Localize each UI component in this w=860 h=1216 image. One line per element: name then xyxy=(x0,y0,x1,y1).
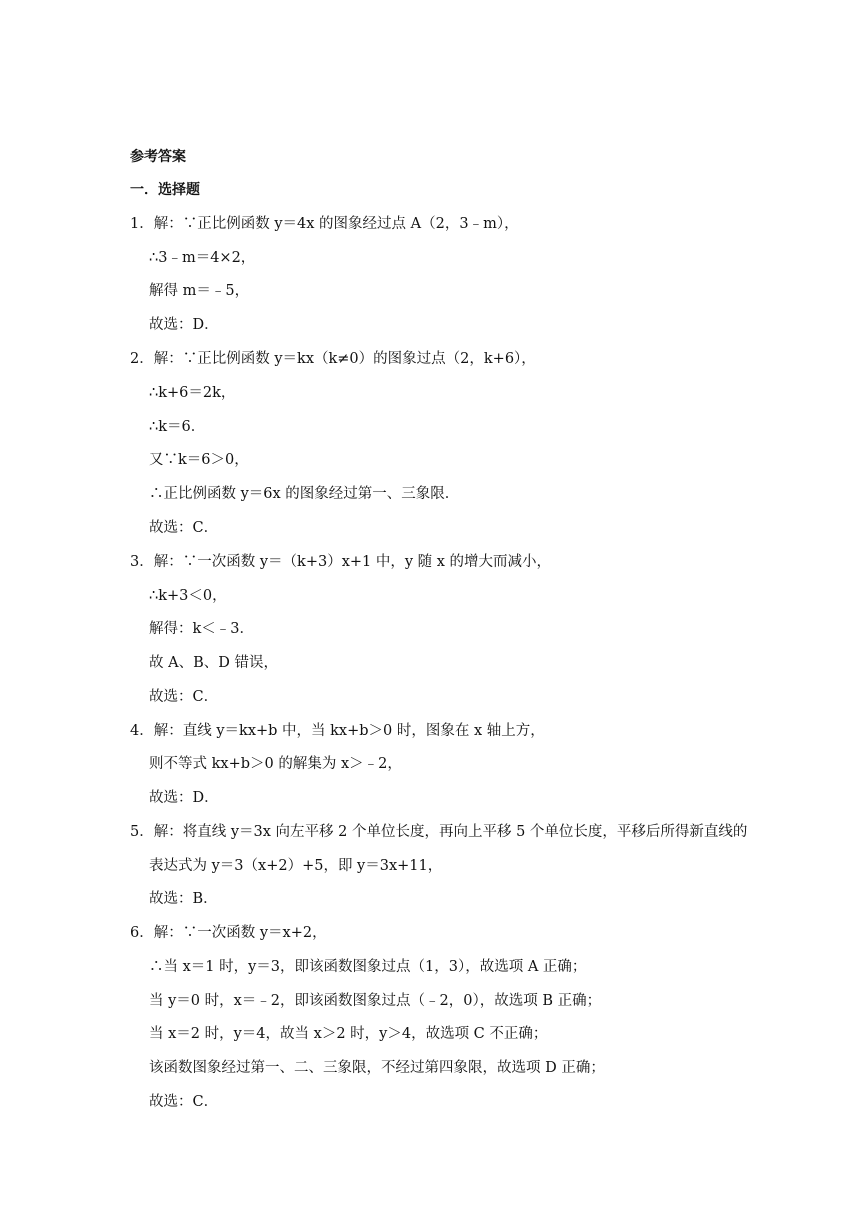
answer-text: 解：∵正比例函数 y＝kx（k≠0）的图象过点（2，k+6）， xyxy=(153,351,536,367)
answer-number: 1． xyxy=(130,216,154,232)
answer-line: 表达式为 y＝3（x+2）+5，即 y＝3x+11， xyxy=(149,858,443,874)
answer-line: 解得：k＜﹣3． xyxy=(149,621,255,637)
answer-text: 解：∵一次函数 y＝x+2， xyxy=(153,925,327,941)
answer-line: ∴k＝6． xyxy=(149,419,206,435)
answer-6-first-line xyxy=(130,923,327,943)
answer-line: 又∵k＝6＞0， xyxy=(149,452,249,468)
answer-line: 故选：B． xyxy=(149,891,218,907)
answer-5-first-line xyxy=(130,822,747,842)
answer-line: 当 x＝2 时，y＝4，故当 x＞2 时，y＞4，故选项 C 不正确； xyxy=(149,1026,548,1042)
section-heading: 一．选择题 xyxy=(130,182,200,198)
answer-line: 故 A、B、D 错误， xyxy=(149,655,278,671)
answer-line: 故选：C． xyxy=(149,689,219,705)
answer-number: 6． xyxy=(130,925,154,941)
answer-line: ∴3﹣m＝4×2， xyxy=(149,250,256,266)
answer-4-first-line xyxy=(130,721,545,741)
answer-text: 解：∵一次函数 y＝（k+3）x+1 中，y 随 x 的增大而减小， xyxy=(153,554,552,570)
answer-1-first-line xyxy=(130,214,519,234)
page-title: 参考答案 xyxy=(130,149,186,165)
answer-3-first-line xyxy=(130,552,551,572)
answer-line: ∴k+6＝2k， xyxy=(149,385,236,401)
answer-line: 则不等式 kx+b＞0 的解集为 x＞﹣2， xyxy=(149,756,402,772)
answer-2-first-line xyxy=(130,349,536,369)
answer-line: ∴k+3＜0， xyxy=(149,588,227,604)
answer-line: 故选：C． xyxy=(149,1094,219,1110)
answer-line: 解得 m＝﹣5， xyxy=(149,283,250,299)
answer-text: 解：直线 y＝kx+b 中，当 kx+b＞0 时，图象在 x 轴上方， xyxy=(153,723,545,739)
answer-text: 解：将直线 y＝3x 向左平移 2 个单位长度，再向上平移 5 个单位长度，平移后所得新直线的 xyxy=(153,824,748,840)
answer-text: 解：∵正比例函数 y＝4x 的图象经过点 A（2，3﹣m）， xyxy=(153,216,519,232)
answer-line: 故选：D． xyxy=(149,317,219,333)
answer-line: ∴正比例函数 y＝6x 的图象经过第一、三象限． xyxy=(149,486,460,502)
answer-number: 2． xyxy=(130,351,154,367)
answer-number: 3． xyxy=(130,554,154,570)
answer-line: ∴当 x＝1 时，y＝3，即该函数图象过点（1，3），故选项 A 正确； xyxy=(149,959,587,975)
answer-number: 5． xyxy=(130,824,154,840)
answer-number: 4． xyxy=(130,723,154,739)
answer-line: 故选：C． xyxy=(149,520,219,536)
answer-line: 故选：D． xyxy=(149,790,219,806)
answer-line: 该函数图象经过第一、二、三象限，不经过第四象限，故选项 D 正确； xyxy=(149,1060,605,1076)
answer-line: 当 y＝0 时，x＝﹣2，即该函数图象过点（﹣2，0），故选项 B 正确； xyxy=(149,993,602,1009)
